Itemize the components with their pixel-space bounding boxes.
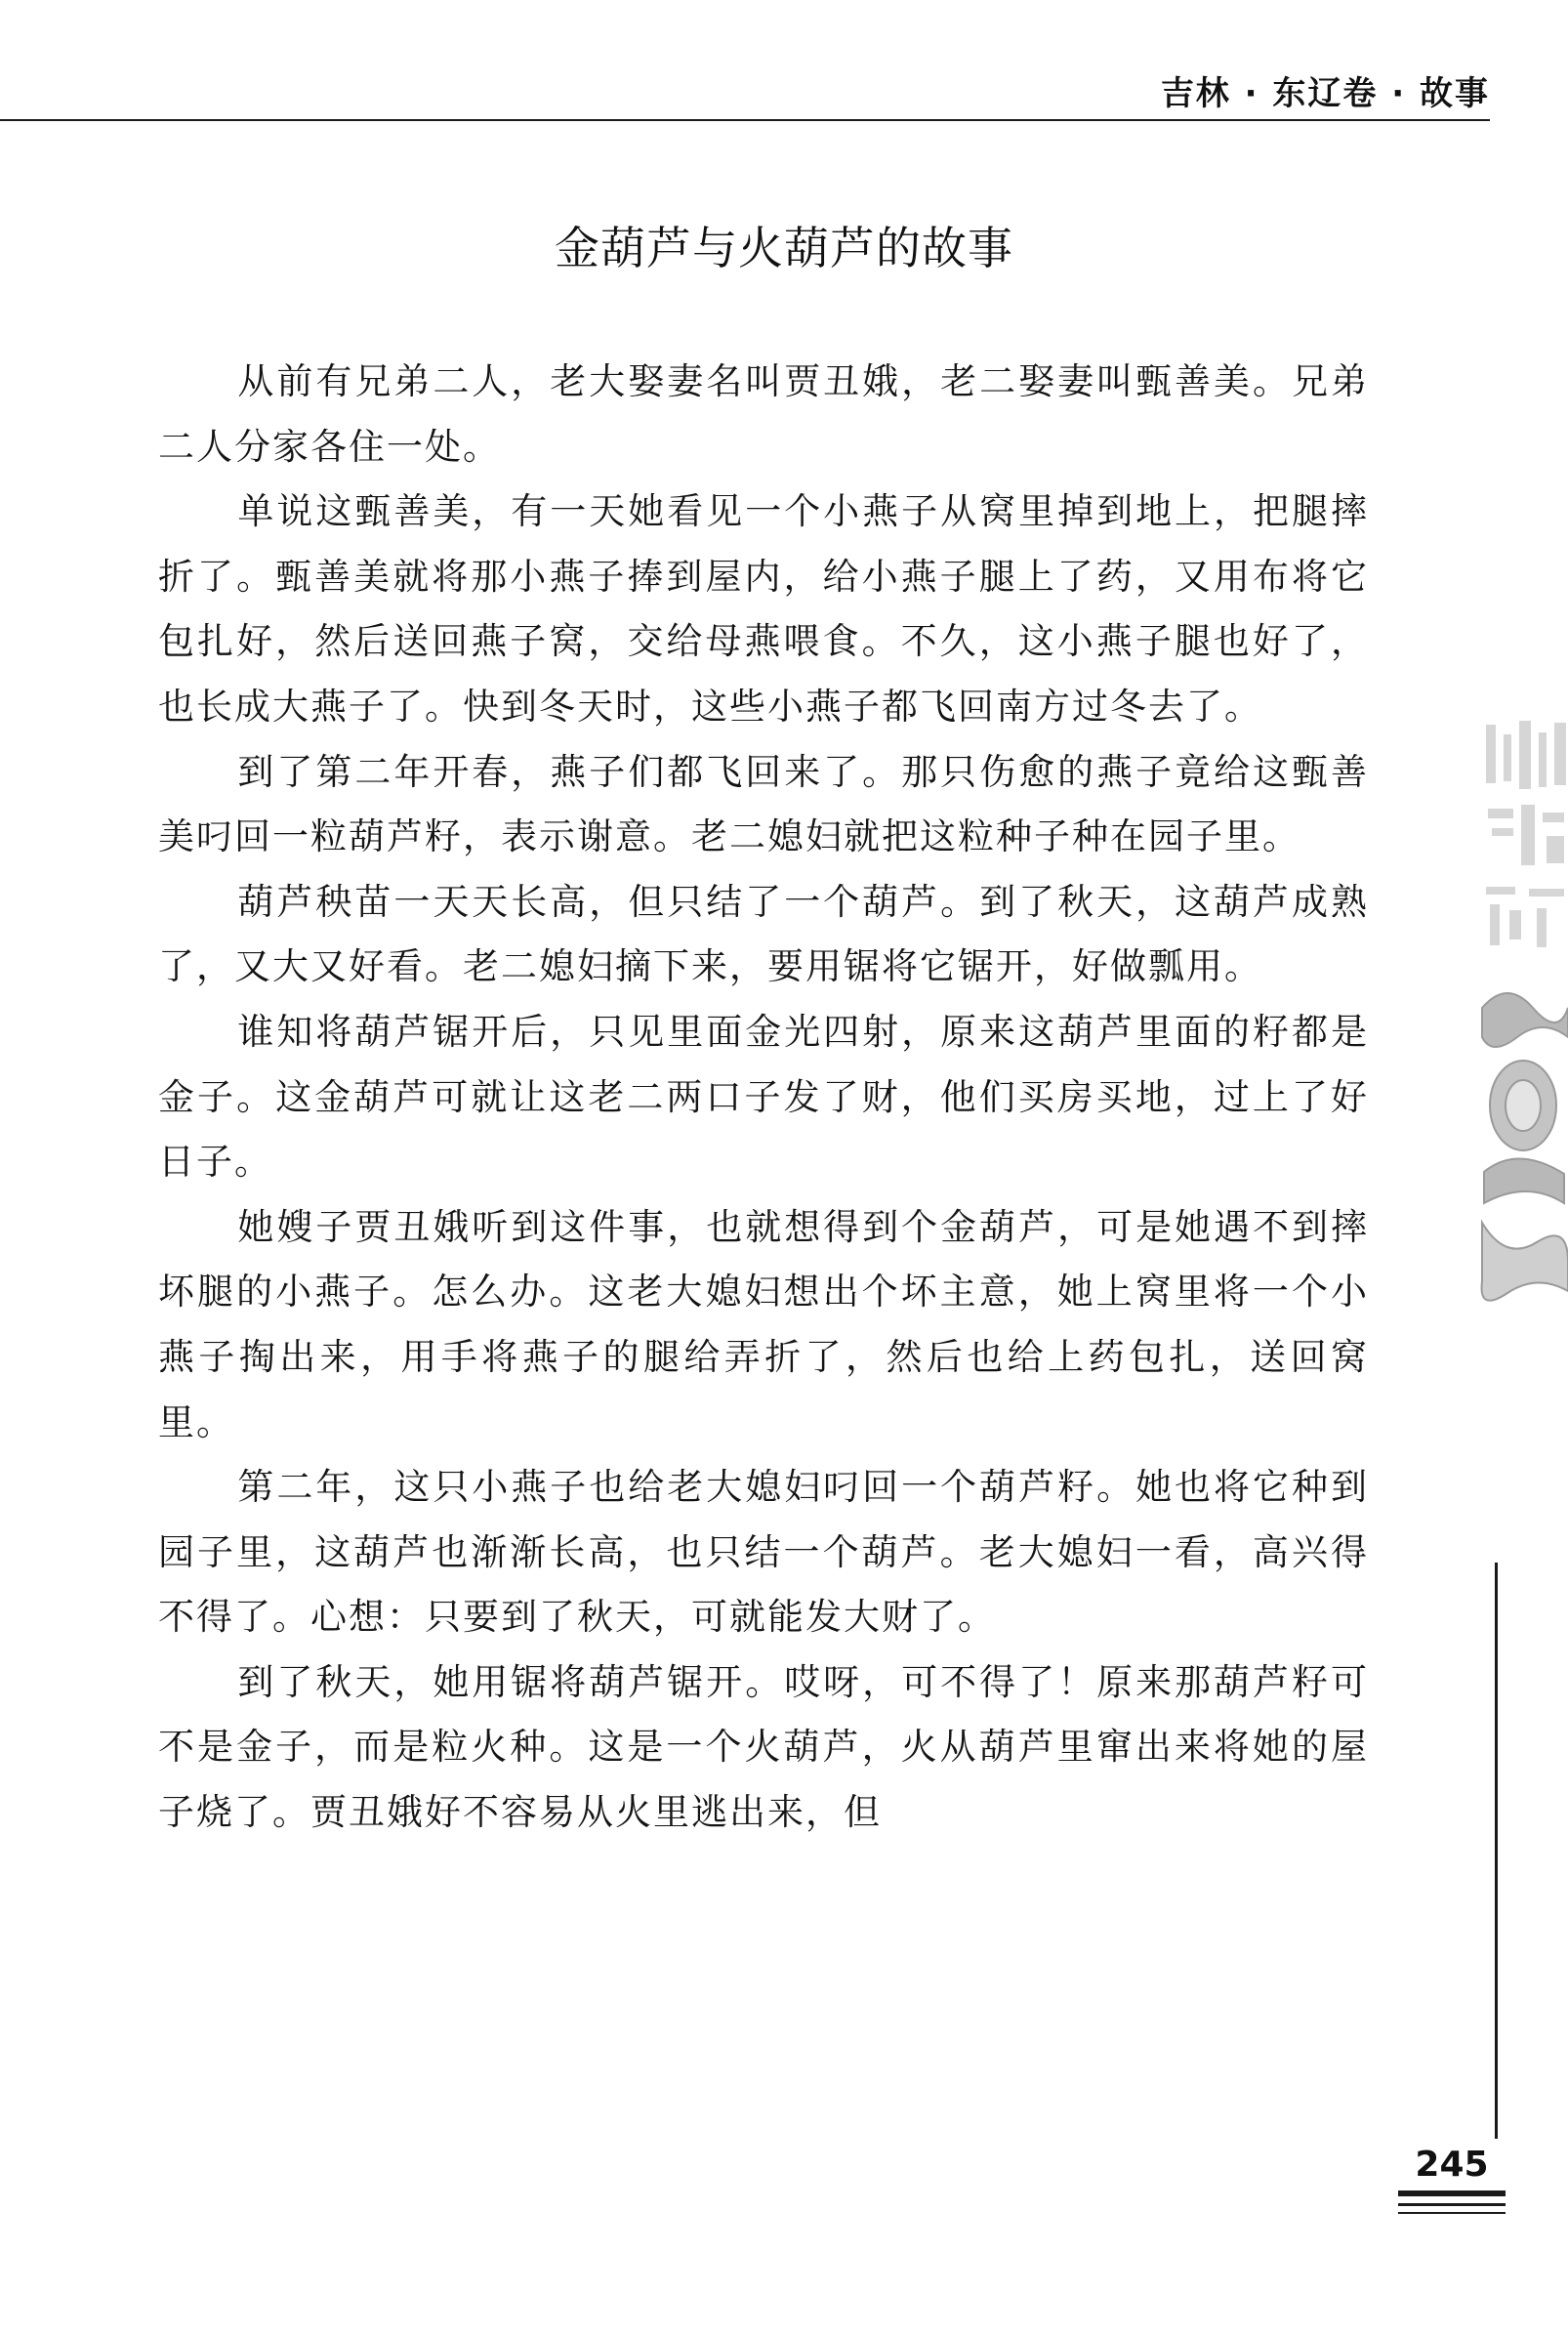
paragraph: 到了第二年开春，燕子们都飞回来了。那只伤愈的燕子竟给这甄善美叼回一粒葫芦籽，表示谢意。老二媳妇就把这粒种子种在园子里。 bbox=[158, 750, 1369, 858]
story-body bbox=[158, 350, 1369, 1846]
paragraph: 葫芦秧苗一天天长高，但只结了一个葫芦。到了秋天，这葫芦成熟了，又大又好看。老二媳妇摘下来，要用锯将它锯开，好做瓢用。 bbox=[158, 880, 1369, 988]
paragraph: 单说这甄善美，有一天她看见一个小燕子从窝里掉到地上，把腿摔折了。甄善美就将那小燕子捧到屋内，给小燕子腿上了药，又用布将它包扎好，然后送回燕子窝，交给母燕喂食。不久，这小燕子腿也好了，也长成大燕子了。快到冬天时，这些小燕子都飞回南方过冬去了。 bbox=[158, 490, 1369, 728]
story-title: 金葫芦与火葫芦的故事 bbox=[555, 222, 1013, 274]
page-number-rule bbox=[1398, 2190, 1506, 2196]
paragraph: 到了秋天，她用锯将葫芦锯开。哎呀，可不得了！原来那葫芦籽可不是金子，而是粒火种。这是一个火葫芦，火从葫芦里窜出来将她的屋子烧了。贾丑娥好不容易从火里逃出来，但 bbox=[158, 1660, 1369, 1834]
page-number: 245 bbox=[1415, 2145, 1489, 2185]
margin-rule bbox=[1495, 1563, 1498, 2139]
running-header: 吉林 · 东辽卷 · 故事 bbox=[1160, 74, 1490, 113]
page-number-rule bbox=[1398, 2212, 1506, 2214]
paragraph: 从前有兄弟二人，老大娶妻名叫贾丑娥，老二娶妻叫甄善美。兄弟二人分家各住一处。 bbox=[158, 360, 1369, 468]
side-decorative-pattern bbox=[1478, 715, 1568, 1307]
header-rule bbox=[0, 119, 1490, 121]
paragraph: 她嫂子贾丑娥听到这件事，也就想得到个金葫芦，可是她遇不到摔坏腿的小燕子。怎么办。这老大媳妇想出个坏主意，她上窝里将一个小燕子掏出来，用手将燕子的腿给弄折了，然后也给上药包扎，送回窝里。 bbox=[158, 1205, 1369, 1443]
paragraph: 谁知将葫芦锯开后，只见里面金光四射，原来这葫芦里面的籽都是金子。这金葫芦可就让这老二两口子发了财，他们买房买地，过上了好日子。 bbox=[158, 1010, 1369, 1184]
paragraph: 第二年，这只小燕子也给老大媳妇叼回一个葫芦籽。她也将它种到园子里，这葫芦也渐渐长高，也只结一个葫芦。老大媳妇一看，高兴得不得了。心想：只要到了秋天，可就能发大财了。 bbox=[158, 1466, 1369, 1639]
page-number-rule bbox=[1398, 2203, 1506, 2206]
